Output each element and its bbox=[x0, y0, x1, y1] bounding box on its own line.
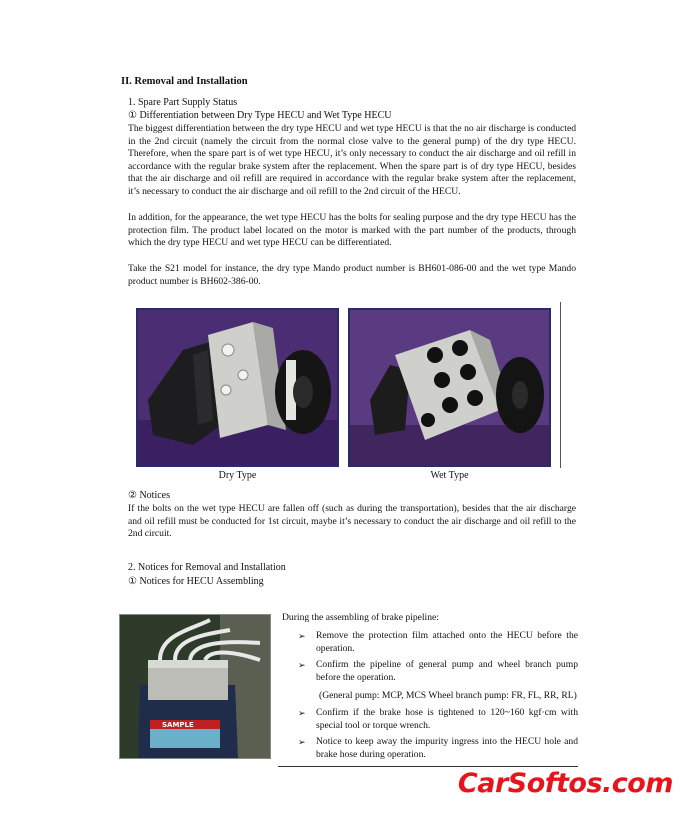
removal-heading: 2. Notices for Removal and Installation bbox=[128, 562, 286, 573]
divider bbox=[278, 766, 578, 767]
body-paragraph: Take the S21 model for instance, the dry type Mando product number is BH601-086-00 and the wet type Mando product number is BH602-386-00. bbox=[128, 263, 576, 287]
list-item: ➢ Confirm if the brake hose is tightened to 120~160 kgf·cm with special tool or torque wrench. bbox=[298, 706, 578, 731]
wet-type-caption: Wet Type bbox=[430, 470, 469, 481]
dry-type-hecu-image bbox=[138, 310, 337, 465]
section-title: II. Removal and Installation bbox=[121, 76, 248, 87]
assembly-bullet-list bbox=[298, 630, 578, 765]
list-item: ➢ Confirm the pipeline of general pump and wheel branch pump before the operation. bbox=[298, 659, 578, 683]
spare-part-heading: 1. Spare Part Supply Status bbox=[128, 97, 238, 108]
notices-paragraph: If the bolts on the wet type HECU are fallen off (such as during the transportation), besides that the air discharge and oil refill must be conducted for 1st circuit, maybe it’s necessary to conduct the air discharge and oil refill to the 2nd circuit. bbox=[128, 503, 576, 540]
notices-heading: ② Notices bbox=[128, 490, 171, 501]
body-paragraph: In addition, for the appearance, the wet type HECU has the bolts for sealing purpose and the dry type HECU has the protection film. The product label located on the motor is marked with the part number of the products, through which the dry type HECU and wet type HECU can be differentiated. bbox=[128, 212, 576, 249]
figure-divider bbox=[560, 302, 561, 468]
wet-type-hecu-image bbox=[350, 310, 549, 465]
sample-label: SAMPLE bbox=[162, 721, 194, 729]
list-item: ➢ Notice to keep away the impurity ingress into the HECU hole and brake hose during operation. bbox=[298, 736, 578, 760]
arrow-bullet-icon: ➢ bbox=[298, 631, 306, 641]
list-item: (General pump: MCP, MCS Wheel branch pump: FR, FL, RR, RL) bbox=[319, 690, 577, 702]
dry-type-caption: Dry Type bbox=[218, 470, 257, 481]
wet-type-photo bbox=[348, 308, 551, 467]
hecu-assembly-image bbox=[120, 615, 270, 758]
list-item: ➢ Remove the protection film attached onto the HECU before the operation. bbox=[298, 630, 578, 654]
arrow-bullet-icon: ➢ bbox=[298, 707, 306, 718]
body-paragraph: The biggest differentiation between the dry type HECU and wet type HECU is that the no air discharge is conducted in the 2nd circuit (namely the circuit from the normal close valve to the general pump) of the dry type HECU. Therefore, when the spare part is of wet type HECU, it’s only necessary to conduct the air discharge and oil refill in accordance with the regular brake system after the replacement. When the spare part is of dry type HECU, besides that the air discharge and oil refill are required in accordance with the regular brake system after the replacement, it’s necessary to conduct the air discharge and oil refill to the 2nd circuit of the HECU. bbox=[128, 123, 576, 197]
watermark-logo: CarSoftos.com bbox=[457, 768, 673, 799]
differentiation-heading: ① Differentiation between Dry Type HECU and Wet Type HECU bbox=[128, 110, 392, 121]
arrow-bullet-icon: ➢ bbox=[298, 737, 306, 748]
hecu-assembling-heading: ① Notices for HECU Assembling bbox=[128, 576, 264, 587]
arrow-bullet-icon: ➢ bbox=[298, 660, 306, 671]
assembly-intro: During the assembling of brake pipeline: bbox=[282, 612, 439, 623]
dry-type-photo bbox=[136, 308, 339, 467]
hecu-assembly-photo bbox=[119, 614, 271, 759]
